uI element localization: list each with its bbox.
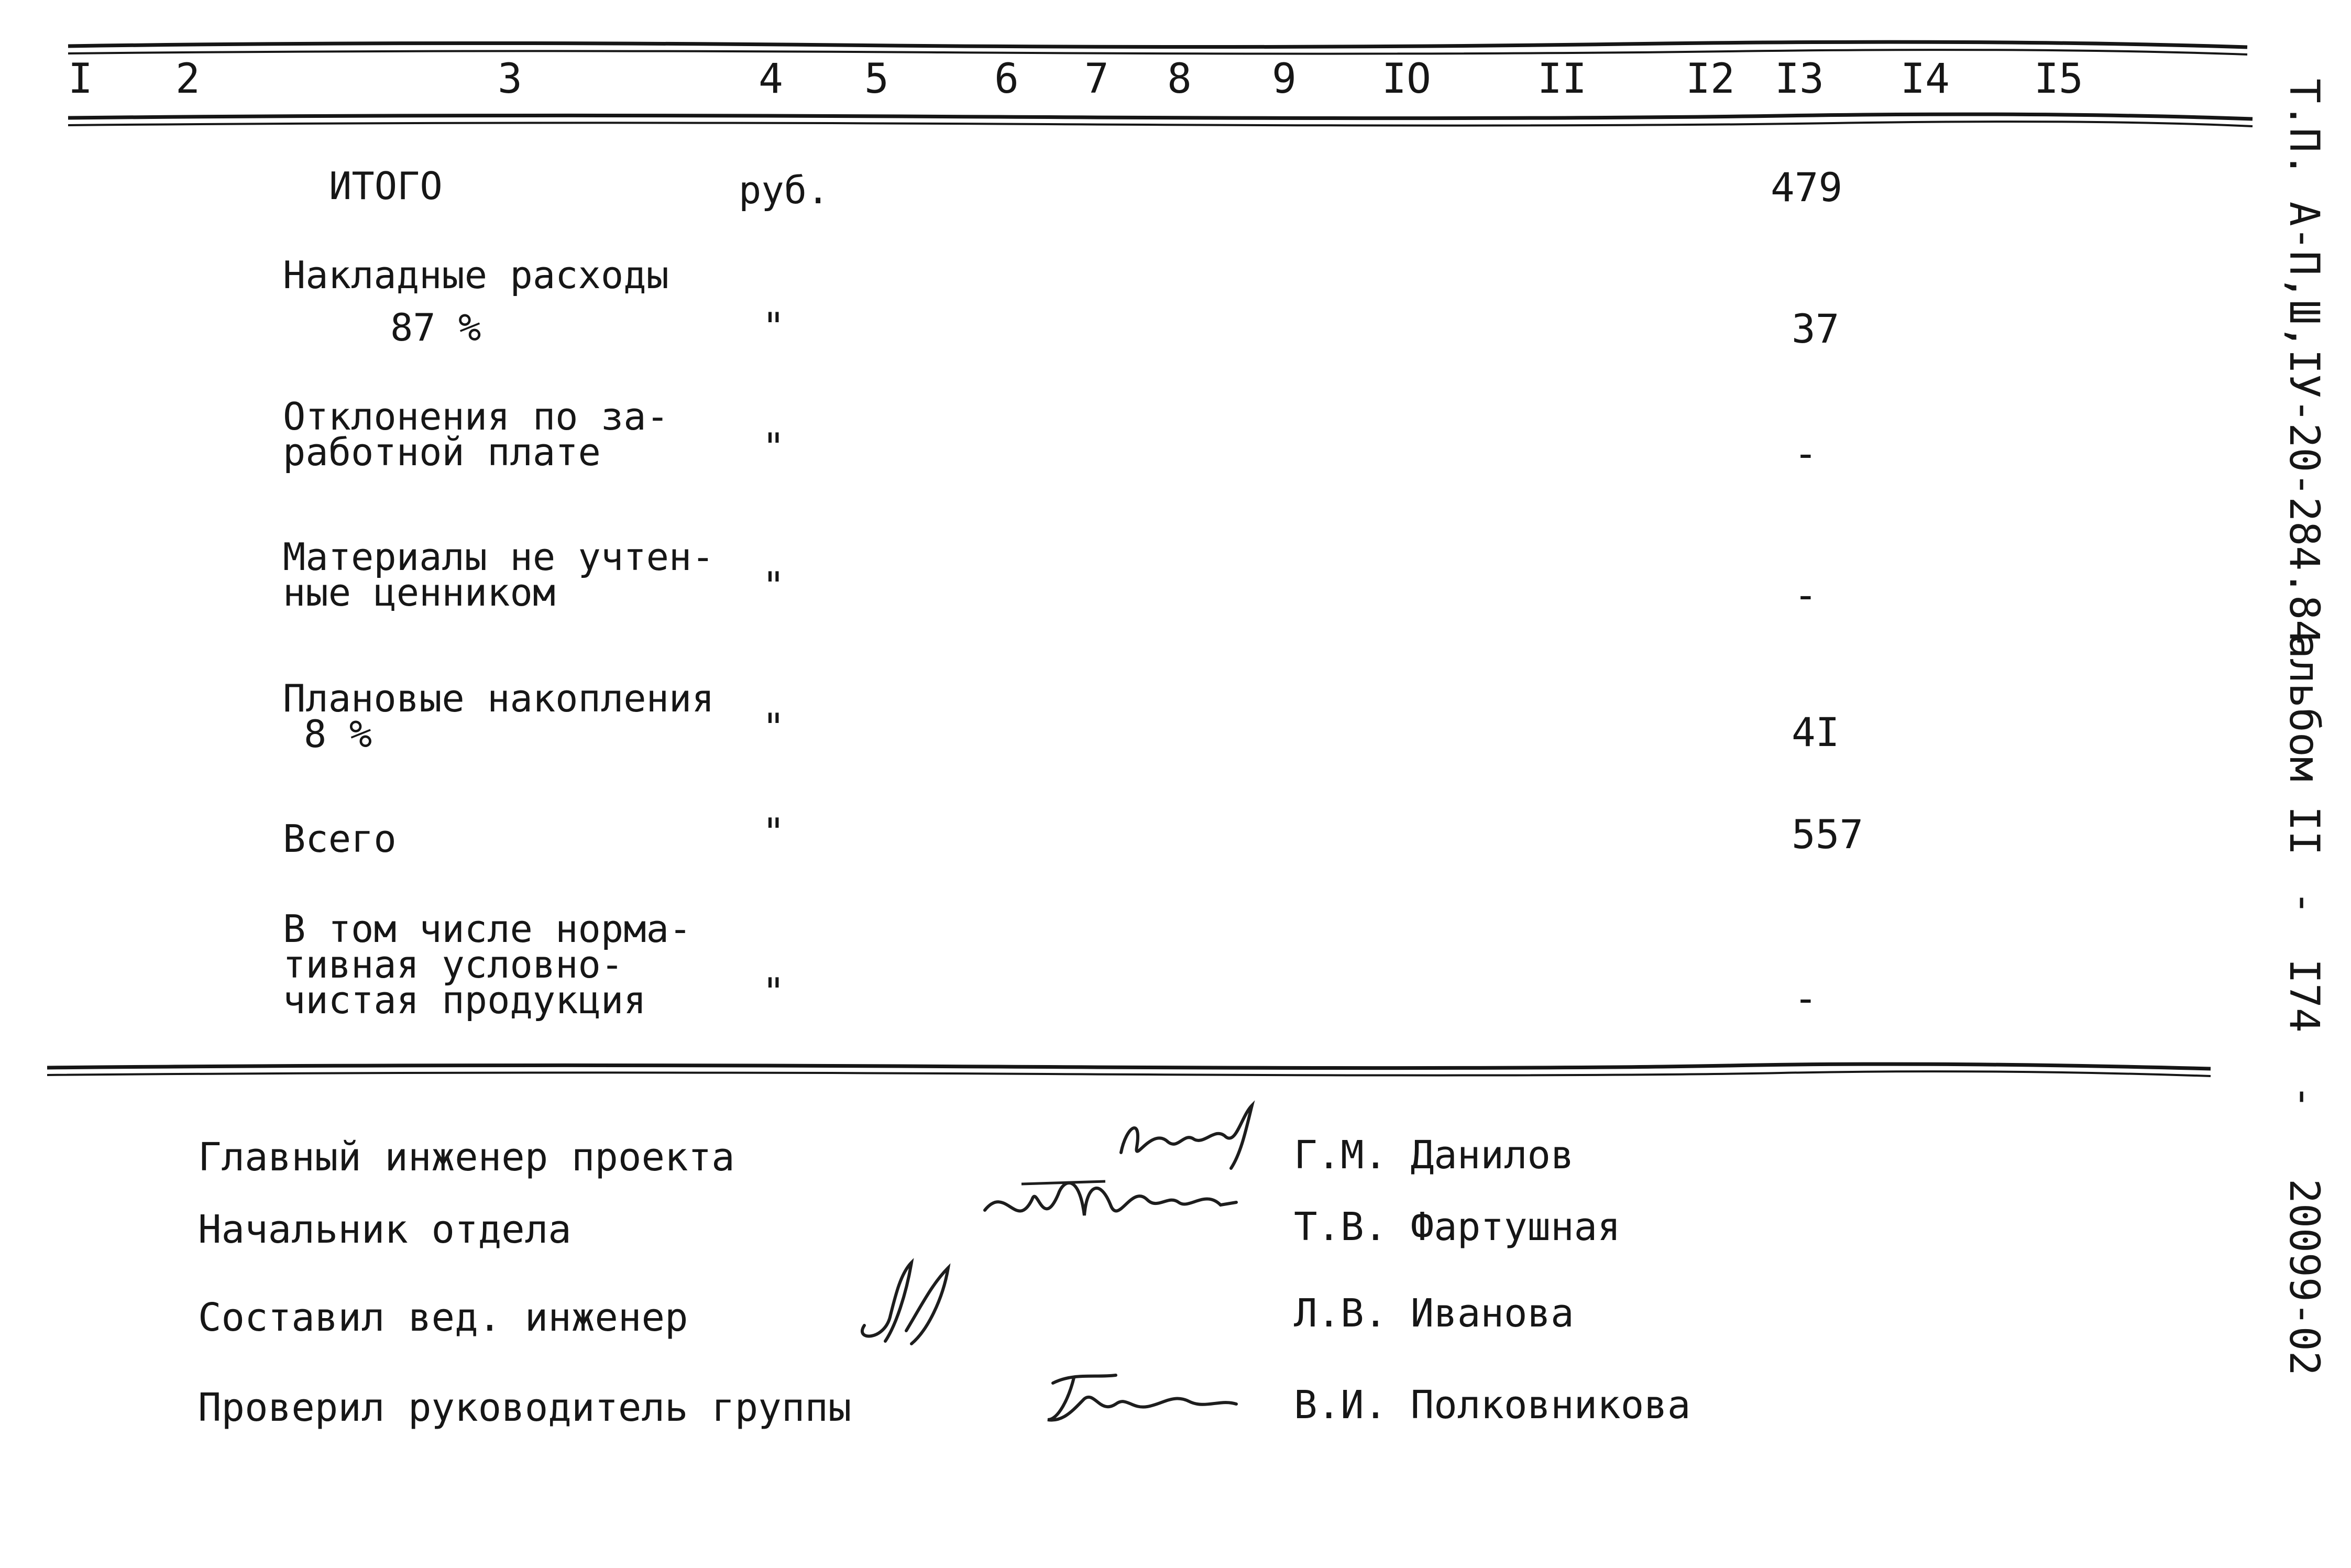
side-dash: - xyxy=(2280,1084,2327,1109)
row-label: тивная условно- xyxy=(283,942,624,986)
row-label: 87 % xyxy=(390,305,481,349)
row-unit: " xyxy=(762,304,785,348)
column-header: I4 xyxy=(1900,56,1950,103)
column-header: IO xyxy=(1382,56,1431,103)
column-header: 7 xyxy=(1084,56,1109,103)
signature-role: Главный инженер проекта xyxy=(198,1135,735,1180)
row-label: ные ценником xyxy=(283,571,556,615)
table-bottom-rule xyxy=(0,1058,2351,1079)
row-label: Всего xyxy=(283,817,397,861)
signature-name: Г.М. Данилов xyxy=(1294,1133,1574,1178)
row-label: работной плате xyxy=(283,430,601,474)
row-label: В том числе норма- xyxy=(283,907,692,951)
row-value: 479 xyxy=(1771,164,1843,211)
row-label: ИТОГО xyxy=(329,164,443,208)
column-header: I xyxy=(68,56,93,103)
row-unit: " xyxy=(762,705,785,749)
column-header: 3 xyxy=(498,56,522,103)
row-unit: " xyxy=(762,564,785,608)
row-label: 8 % xyxy=(304,712,372,756)
row-unit: руб. xyxy=(739,168,830,212)
signature-ivanova xyxy=(849,1252,964,1352)
column-header: I5 xyxy=(2034,56,2083,103)
row-unit: " xyxy=(762,970,785,1014)
signature-name: В.И. Полковникова xyxy=(1294,1383,1691,1428)
column-header: 6 xyxy=(994,56,1019,103)
column-header: 4 xyxy=(759,56,783,103)
side-code: 20099-02 xyxy=(2280,1179,2327,1376)
side-doc-number: Т.П. А-П,Ш,IУ-20-284.84 xyxy=(2280,79,2327,645)
signature-name: Л.В. Иванова xyxy=(1294,1291,1574,1336)
row-value: - xyxy=(1794,430,1818,477)
signature-role: Составил вед. инженер xyxy=(198,1295,688,1340)
column-header: 5 xyxy=(864,56,889,103)
signature-role: Проверил руководитель группы xyxy=(198,1385,852,1430)
row-label: Накладные расходы xyxy=(283,253,669,297)
row-value: 557 xyxy=(1792,811,1864,858)
row-unit: " xyxy=(762,425,785,469)
side-stamp xyxy=(2275,0,2337,1568)
header-bottom-rule xyxy=(0,107,2351,128)
side-page-number: I74 xyxy=(2280,959,2327,1033)
row-label: Отклонения по за- xyxy=(283,394,669,438)
column-header: 9 xyxy=(1272,56,1297,103)
signature-role: Начальник отдела xyxy=(198,1207,572,1252)
row-label: чистая продукция xyxy=(283,978,646,1022)
side-album: альбом II xyxy=(2280,634,2327,856)
column-header: I2 xyxy=(1686,56,1735,103)
signature-polkovnikova xyxy=(1042,1362,1252,1430)
column-header: I3 xyxy=(1775,56,1824,103)
side-dash: - xyxy=(2280,891,2327,915)
column-header: 8 xyxy=(1167,56,1192,103)
column-header: II xyxy=(1537,56,1587,103)
row-unit: " xyxy=(762,810,785,854)
row-value: 4I xyxy=(1792,709,1840,755)
row-label: Плановые накопления xyxy=(283,676,715,720)
column-header: 2 xyxy=(175,56,200,103)
row-value: - xyxy=(1794,572,1818,618)
header-top-rule xyxy=(0,37,2351,58)
signature-name: Т.В. Фартушная xyxy=(1294,1204,1621,1249)
row-value: - xyxy=(1794,975,1818,1022)
row-label: Материалы не учтен- xyxy=(283,535,715,579)
signature-fartushnaya xyxy=(974,1153,1247,1242)
row-value: 37 xyxy=(1792,305,1840,352)
